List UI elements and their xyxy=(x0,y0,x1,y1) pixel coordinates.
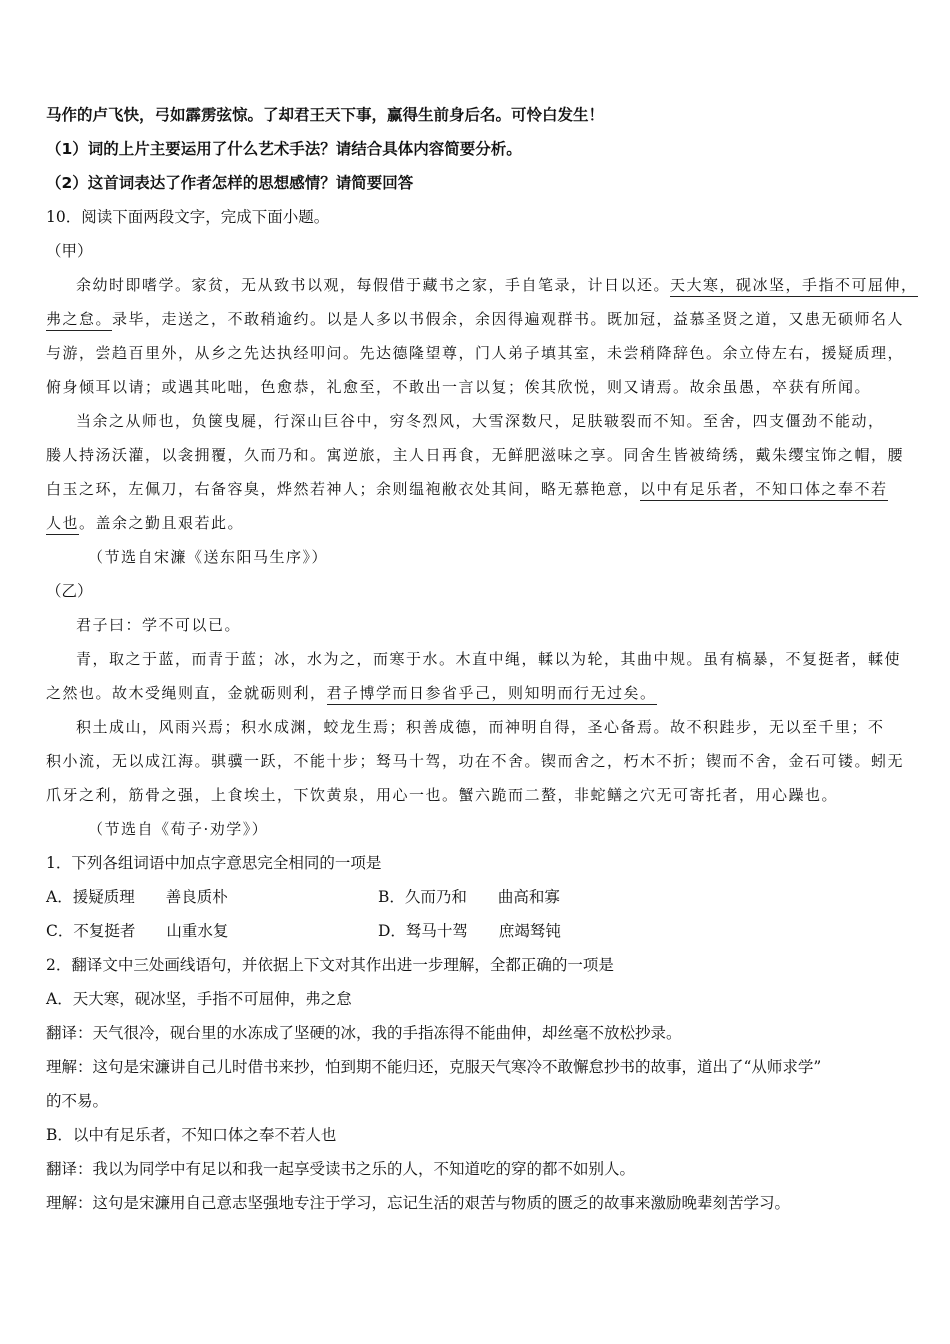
underlined-sentence: 以中有足乐者，不知口体之奉不若 xyxy=(640,480,888,501)
passage-line: 君子曰：学不可以已。 xyxy=(76,616,242,634)
underlined-sentence: 人也 xyxy=(46,514,79,535)
option-a-understanding-cont: 的不易。 xyxy=(46,1092,109,1110)
passage-text: 余幼时即嗜学。家贫，无从致书以观，每假借于藏书之家，手自笔录，计日以还。 xyxy=(76,276,671,294)
option-b[interactable]: B．久而乃和 曲高和寡 xyxy=(378,888,560,906)
passage-line: 当余之从师也，负箧曳屣，行深山巨谷中，穷冬烈风，大雪深数尺，足肤皲裂而不知。至舍，四支僵劲不能动， xyxy=(76,412,885,430)
passage-line xyxy=(46,676,906,710)
passage-text: 。盖余之勤且艰若此。 xyxy=(79,514,245,532)
passage-yi-label: （乙） xyxy=(46,582,93,600)
option-b-sentence[interactable]: B．以中有足乐者，不知口体之奉不若人也 xyxy=(46,1126,337,1144)
passage-jia-label: （甲） xyxy=(46,242,93,260)
passage-line: 积小流，无以成江海。骐骥一跃，不能十步；驽马十驾，功在不舍。锲而舍之，朽木不折；锲而不舍，金石可镂。蚓无 xyxy=(46,752,905,770)
question-10-intro: 10．阅读下面两段文字，完成下面小题。 xyxy=(46,208,330,226)
option-b-translation: 翻译：我以为同学中有足以和我一起享受读书之乐的人，不知道吃的穿的都不如别人。 xyxy=(46,1160,636,1178)
passage-line: 青，取之于蓝，而青于蓝；冰，水为之，而寒于水。木直中绳，輮以为轮，其曲中规。虽有槁暴，不复挺者，輮使 xyxy=(76,650,902,668)
option-c[interactable]: C．不复挺者 山重水复 xyxy=(46,922,229,940)
passage-line xyxy=(46,472,906,506)
passage-line xyxy=(46,506,906,540)
option-d[interactable]: D．驽马十驾 庶竭驽钝 xyxy=(378,922,561,940)
passage-line: 媵人持汤沃灌，以衾拥覆，久而乃和。寓逆旅，主人日再食，无鲜肥滋味之享。同舍生皆被绮绣，戴朱缨宝饰之帽，腰 xyxy=(46,446,905,464)
option-a-understanding: 理解：这句是宋濂讲自己儿时借书来抄，怕到期不能归还，克服天气寒冷不敢懈怠抄书的故事，道出了“从师求学” xyxy=(46,1058,822,1076)
passage-line: 爪牙之利，筋骨之强，上食埃土，下饮黄泉，用心一也。蟹六跪而二螯，非蛇鳝之穴无可寄托者，用心躁也。 xyxy=(46,786,839,804)
question-2-stem: 2．翻译文中三处画线语句，并依据上下文对其作出进一步理解，全都正确的一项是 xyxy=(46,956,614,974)
passage-text: 录毕，走送之，不敢稍逾约。以是人多以书假余，余因得遍观群书。既加冠，益慕圣贤之道，又患无硕师名人 xyxy=(112,310,905,328)
question-9-2: （2）这首词表达了作者怎样的思想感情？请简要回答 xyxy=(46,174,414,192)
passage-text: 之然也。故木受绳则直，金就砺则利， xyxy=(46,684,327,702)
passage-line: 俯身倾耳以请；或遇其叱咄，色愈恭，礼愈至，不敢出一言以复；俟其欣悦，则又请焉。故余虽愚，卒获有所闻。 xyxy=(46,378,872,396)
passage-line xyxy=(46,268,918,302)
underlined-sentence: 君子博学而日参省乎己，则知明而行无过矣。 xyxy=(327,684,657,705)
option-a-translation: 翻译：天气很冷，砚台里的水冻成了坚硬的冰，我的手指冻得不能曲伸，却丝毫不放松抄录。 xyxy=(46,1024,682,1042)
option-a-sentence[interactable]: A．天大寒，砚冰坚，手指不可屈伸，弗之怠 xyxy=(46,990,352,1008)
passage-text: 白玉之环，左佩刀，右备容臭，烨然若神人；余则缊袍敝衣处其间，略无慕艳意， xyxy=(46,480,641,498)
question-1-stem: 1．下列各组词语中加点字意思完全相同的一项是 xyxy=(46,854,382,872)
option-b-understanding: 理解：这句是宋濂用自己意志坚强地专注于学习，忘记生活的艰苦与物质的匮乏的故事来激励晚辈刻苦学习。 xyxy=(46,1194,791,1212)
passage-line xyxy=(46,302,906,336)
underlined-sentence: 弗之怠。 xyxy=(46,310,112,331)
passage-jia xyxy=(46,268,918,574)
option-a[interactable]: A．援疑质理 善良质朴 xyxy=(46,888,228,906)
document-page xyxy=(46,98,918,1220)
passage-source: （节选自《荀子·劝学》） xyxy=(88,820,269,838)
question-1-options-row xyxy=(46,880,906,914)
passage-yi xyxy=(46,608,906,846)
passage-line: 积土成山，风雨兴焉；积水成渊，蛟龙生焉；积善成德，而神明自得，圣心备焉。故不积跬步，无以至千里；不 xyxy=(76,718,885,736)
question-1-options-row xyxy=(46,914,906,948)
question-9-1: （1）词的上片主要运用了什么艺术手法？请结合具体内容简要分析。 xyxy=(46,140,522,158)
poem-tail: 马作的卢飞快，弓如霹雳弦惊。了却君王天下事，赢得生前身后名。可怜白发生！ xyxy=(46,106,605,124)
passage-source: （节选自宋濂《送东阳马生序》） xyxy=(88,548,329,566)
passage-line: 与游，尝趋百里外，从乡之先达执经叩问。先达德隆望尊，门人弟子填其室，未尝稍降辞色。余立侍左右，援疑质理， xyxy=(46,344,905,362)
underlined-sentence: 天大寒，砚冰坚，手指不可屈伸， xyxy=(670,276,918,297)
